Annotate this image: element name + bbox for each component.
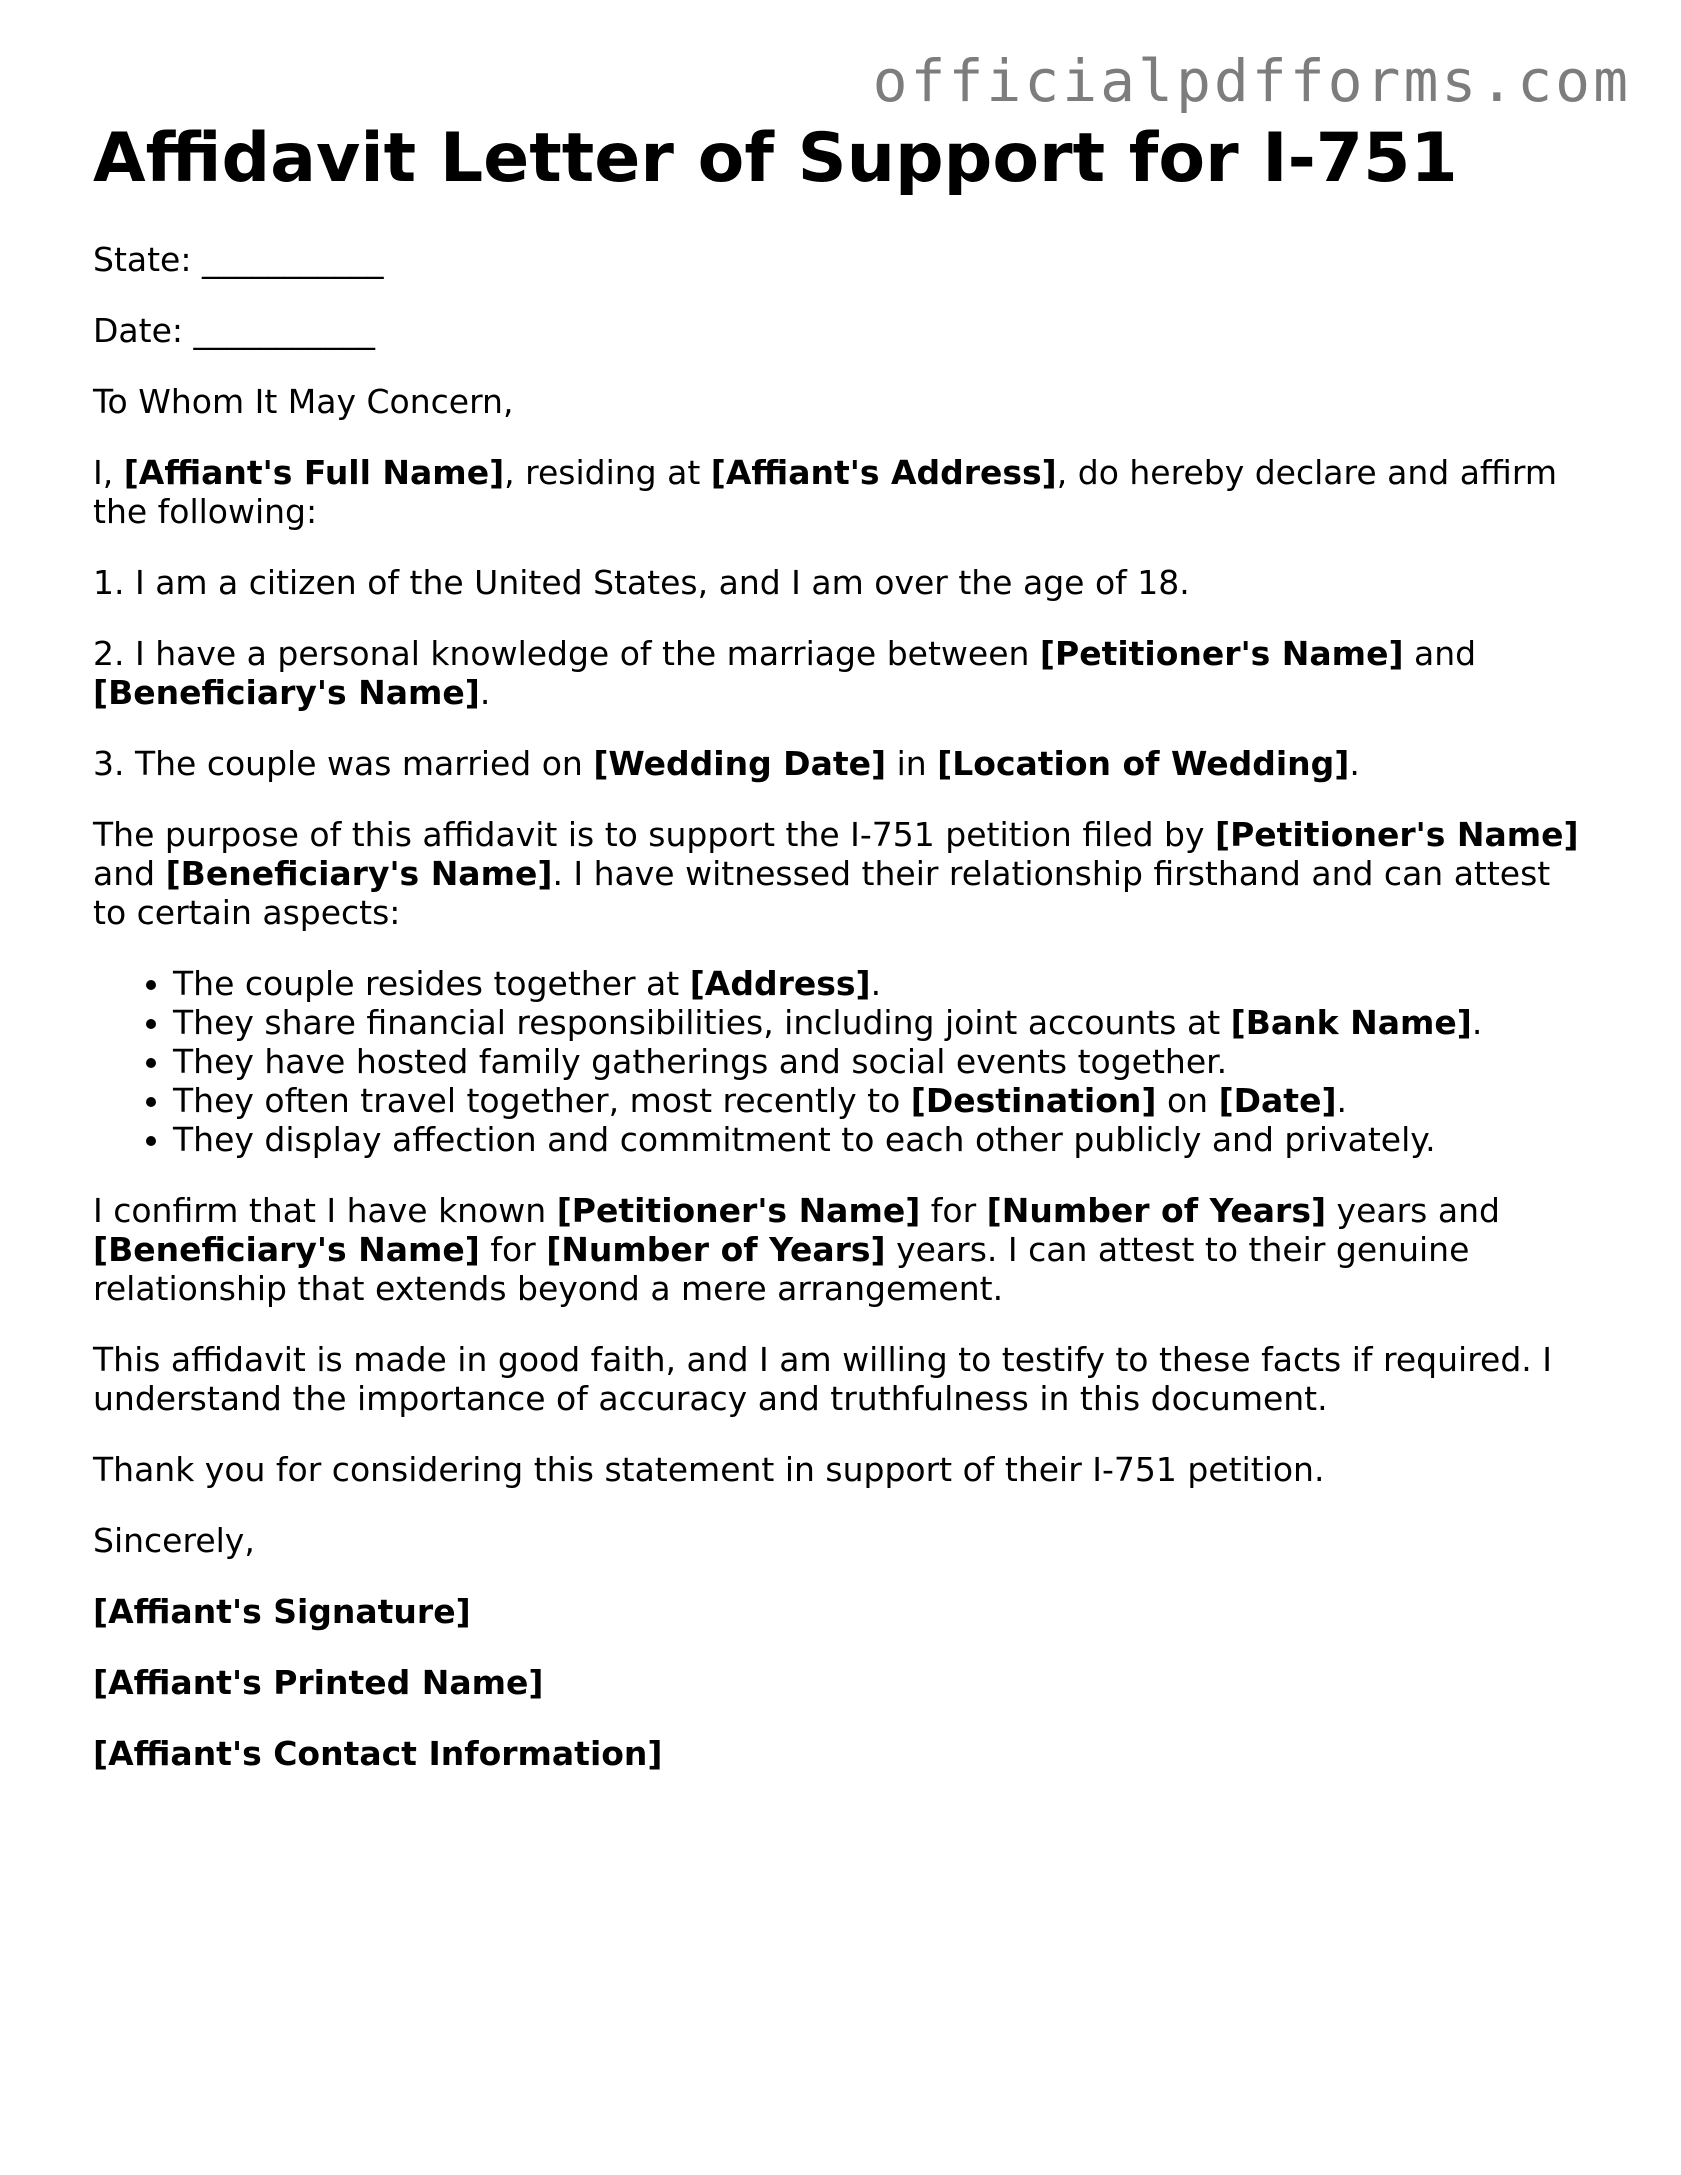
item-1: 1. I am a citizen of the United States, and I am over the age of 18. [93,562,1190,602]
years-placeholder: [Number of Years] [986,1190,1327,1230]
bullet-4-text-2: on [1156,1080,1219,1120]
list-item [173,1081,1593,1120]
confirm-text-2: for [920,1190,987,1230]
wedding-date-placeholder: [Wedding Date] [593,743,887,783]
years-placeholder: [Number of Years] [546,1229,886,1269]
wedding-location-placeholder: [Location of Wedding] [937,743,1350,783]
watermark: officialpdfforms.com [872,47,1631,115]
list-item [173,1003,1593,1042]
good-faith-paragraph: This affidavit is made in good faith, and I am willing to testify to these facts if required. I understand the importance of accuracy and truthfulness in this document. [93,1339,1552,1418]
bullet-4-text-1: They often travel together, most recently to [173,1080,911,1120]
item-2-text-3: . [479,672,491,712]
bullet-1-text-1: The couple resides together at [173,963,690,1003]
date-blank: ___________ [193,310,375,350]
confirm-text-1: I confirm that I have known [93,1190,557,1230]
relationship-evidence-list [93,964,1593,1159]
address-placeholder: [Address] [689,963,871,1003]
closing: Sincerely, [93,1520,255,1560]
affiant-address-placeholder: [Affiant's Address] [710,452,1057,492]
page-title: Affidavit Letter of Support for I-751 [93,119,1458,198]
purpose-paragraph [93,815,1593,932]
date-line [93,311,1593,350]
bullet-1-text-2: . [870,963,882,1003]
bullet-2-text-1: They share financial responsibilities, including joint accounts at [173,1002,1231,1042]
purpose-text-1: The purpose of this affidavit is to support the I-751 petition filed by [93,814,1215,854]
travel-date-placeholder: [Date] [1218,1080,1337,1120]
item-3-text-2: in [886,743,938,783]
list-item: • They display affection and commitment to each other publicly and privately. [173,1120,1593,1159]
signature-placeholder: [Affiant's Signature] [93,1591,471,1631]
confirm-paragraph [93,1191,1593,1308]
bullet-4-text-3: . [1336,1080,1348,1120]
intro-text-3: , do hereby declare and affirm the following: [93,452,1557,531]
beneficiary-placeholder: [Beneficiary's Name] [93,672,480,712]
intro-paragraph [93,453,1593,531]
item-3-text-1: 3. The couple was married on [93,743,594,783]
destination-placeholder: [Destination] [910,1080,1157,1120]
confirm-text-4: for [479,1229,547,1269]
list-item: • They have hosted family gatherings and social events together. [173,1042,1593,1081]
confirm-text-5: years. I can attest to their genuine relationship that extends beyond a mere arrangement. [93,1229,1470,1308]
petitioner-placeholder: [Petitioner's Name] [1214,814,1579,854]
intro-text-2: , residing at [504,452,711,492]
state-label: State: [93,239,192,279]
purpose-text-2: and [93,853,166,893]
state-blank: ___________ [201,239,384,279]
purpose-text-3: . I have witnessed their relationship firsthand and can attest to certain aspects: [93,853,1551,932]
contact-info-placeholder: [Affiant's Contact Information] [93,1733,663,1773]
item-2 [93,634,1593,712]
salutation: To Whom It May Concern, [93,381,514,421]
petitioner-placeholder: [Petitioner's Name] [1039,633,1404,673]
state-line [93,240,1593,279]
thanks-paragraph: Thank you for considering this statement in support of their I-751 petition. [93,1449,1325,1489]
item-2-text-2: and [1403,633,1477,673]
beneficiary-placeholder: [Beneficiary's Name] [165,853,553,893]
date-label: Date: [93,310,183,350]
affiant-name-placeholder: [Affiant's Full Name] [123,452,505,492]
document-body [93,118,1593,1805]
bank-name-placeholder: [Bank Name] [1230,1002,1472,1042]
bullet-2-text-2: . [1471,1002,1483,1042]
item-2-text-1: 2. I have a personal knowledge of the marriage between [93,633,1040,673]
petitioner-placeholder: [Petitioner's Name] [556,1190,921,1230]
item-3-text-3: . [1349,743,1360,783]
beneficiary-placeholder: [Beneficiary's Name] [93,1229,480,1269]
list-item [173,964,1593,1003]
item-3 [93,744,1593,783]
intro-text-1: I, [93,452,124,492]
printed-name-placeholder: [Affiant's Printed Name] [93,1662,544,1702]
confirm-text-3: years and [1326,1190,1500,1230]
